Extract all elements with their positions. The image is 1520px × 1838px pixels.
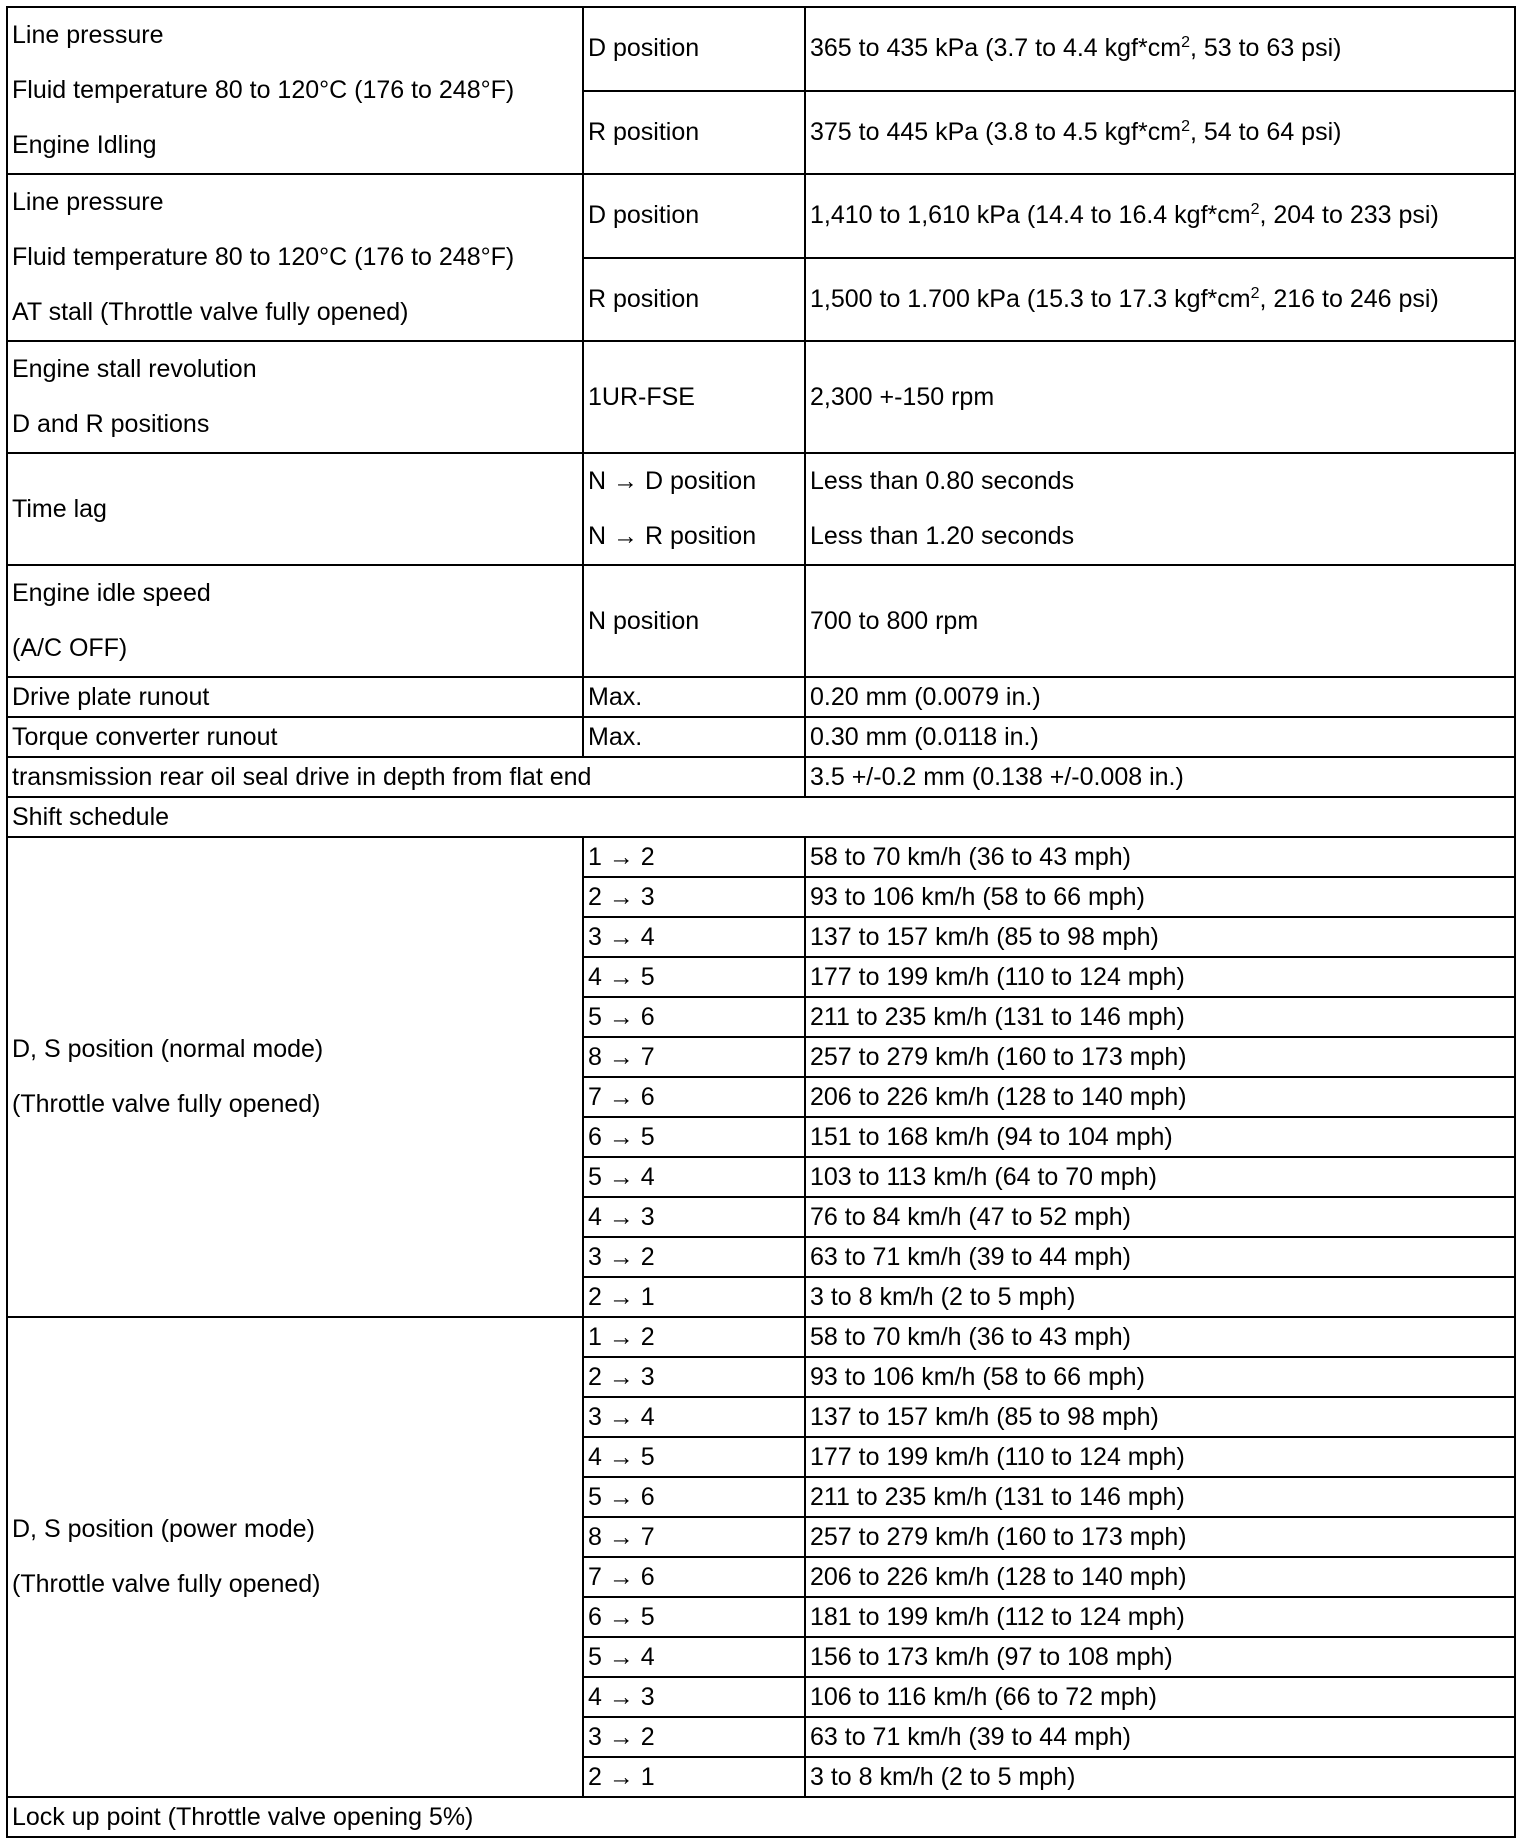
shift-cell: 3 → 4	[583, 1397, 805, 1437]
shift-cell: 8 → 7	[583, 1037, 805, 1077]
shift-schedule-heading: Shift schedule	[7, 797, 1515, 837]
position-cell: N → D position N → R position	[583, 453, 805, 565]
table-row	[7, 7, 1515, 91]
table-row	[7, 797, 1515, 837]
shift-cell: 1 → 2	[583, 1317, 805, 1357]
shift-cell: 6 → 5	[583, 1117, 805, 1157]
value-cell: 700 to 800 rpm	[805, 565, 1515, 677]
position-cell: Max.	[583, 677, 805, 717]
shift-cell: 7 → 6	[583, 1557, 805, 1597]
value-cell: 63 to 71 km/h (39 to 44 mph)	[805, 1717, 1515, 1757]
shift-cell: 3 → 2	[583, 1717, 805, 1757]
shift-cell: 2 → 3	[583, 877, 805, 917]
value-cell: 63 to 71 km/h (39 to 44 mph)	[805, 1237, 1515, 1277]
shift-cell: 2 → 1	[583, 1757, 805, 1797]
table-row	[7, 837, 1515, 877]
position-cell: R position	[583, 258, 805, 342]
lock-up-point-label: Lock up point (Throttle valve opening 5%)	[7, 1797, 1515, 1837]
normal-mode-label: D, S position (normal mode) (Throttle valve fully opened)	[7, 837, 583, 1317]
value-cell: 103 to 113 km/h (64 to 70 mph)	[805, 1157, 1515, 1197]
value-cell: 58 to 70 km/h (36 to 43 mph)	[805, 1317, 1515, 1357]
value-cell: 93 to 106 km/h (58 to 66 mph)	[805, 877, 1515, 917]
shift-cell: 5 → 4	[583, 1157, 805, 1197]
value-cell: 177 to 199 km/h (110 to 124 mph)	[805, 957, 1515, 997]
value-cell: 257 to 279 km/h (160 to 173 mph)	[805, 1517, 1515, 1557]
value-cell: Less than 0.80 seconds Less than 1.20 seconds	[805, 453, 1515, 565]
shift-cell: 6 → 5	[583, 1597, 805, 1637]
value-cell: 137 to 157 km/h (85 to 98 mph)	[805, 917, 1515, 957]
shift-cell: 5 → 6	[583, 1477, 805, 1517]
value-cell: 58 to 70 km/h (36 to 43 mph)	[805, 837, 1515, 877]
shift-cell: 5 → 6	[583, 997, 805, 1037]
value-cell: 1,500 to 1.700 kPa (15.3 to 17.3 $kgf*cm^2$, 216 to 246 psi)	[805, 258, 1515, 342]
shift-cell: 2 → 3	[583, 1357, 805, 1397]
table-row	[7, 1317, 1515, 1357]
value-cell: 0.20 mm (0.0079 in.)	[805, 677, 1515, 717]
value-cell: 206 to 226 km/h (128 to 140 mph)	[805, 1077, 1515, 1117]
value-cell: 181 to 199 km/h (112 to 124 mph)	[805, 1597, 1515, 1637]
value-cell: 3 to 8 km/h (2 to 5 mph)	[805, 1277, 1515, 1317]
power-mode-label: D, S position (power mode) (Throttle valve fully opened)	[7, 1317, 583, 1797]
position-cell: Max.	[583, 717, 805, 757]
shift-cell: 4 → 5	[583, 1437, 805, 1477]
shift-cell: 5 → 4	[583, 1637, 805, 1677]
value-cell: 206 to 226 km/h (128 to 140 mph)	[805, 1557, 1515, 1597]
position-cell: D position	[583, 7, 805, 91]
value-cell: 365 to 435 kPa (3.7 to 4.4 $kgf*cm^2$, 53 to 63 psi)	[805, 7, 1515, 91]
shift-cell: 4 → 5	[583, 957, 805, 997]
value-cell: 2,300 +-150 rpm	[805, 341, 1515, 453]
value-cell: 211 to 235 km/h (131 to 146 mph)	[805, 1477, 1515, 1517]
value-cell: 1,410 to 1,610 kPa (14.4 to 16.4 $kgf*cm^2$, 204 to 233 psi)	[805, 174, 1515, 258]
value-cell: 3.5 +/-0.2 mm (0.138 +/-0.008 in.)	[805, 757, 1515, 797]
shift-cell: 4 → 3	[583, 1197, 805, 1237]
table-row	[7, 341, 1515, 453]
idle-speed-label: Engine idle speed (A/C OFF)	[7, 565, 583, 677]
torque-converter-label: Torque converter runout	[7, 717, 583, 757]
value-cell: 0.30 mm (0.0118 in.)	[805, 717, 1515, 757]
value-cell: 137 to 157 km/h (85 to 98 mph)	[805, 1397, 1515, 1437]
engine-stall-label: Engine stall revolution D and R positions	[7, 341, 583, 453]
table-row	[7, 453, 1515, 565]
shift-cell: 1 → 2	[583, 837, 805, 877]
shift-cell: 3 → 4	[583, 917, 805, 957]
position-cell: R position	[583, 91, 805, 175]
table-row	[7, 565, 1515, 677]
line-pressure-stall-label: Line pressure Fluid temperature 80 to 120°C (176 to 248°F) AT stall (Throttle valve fully opened)	[7, 174, 583, 341]
value-cell: 375 to 445 kPa (3.8 to 4.5 $kgf*cm^2$, 54 to 64 psi)	[805, 91, 1515, 175]
shift-cell: 8 → 7	[583, 1517, 805, 1557]
value-cell: 76 to 84 km/h (47 to 52 mph)	[805, 1197, 1515, 1237]
position-cell: 1UR-FSE	[583, 341, 805, 453]
table-row	[7, 757, 1515, 797]
time-lag-label: Time lag	[7, 453, 583, 565]
shift-cell: 2 → 1	[583, 1277, 805, 1317]
value-cell: 93 to 106 km/h (58 to 66 mph)	[805, 1357, 1515, 1397]
value-cell: 211 to 235 km/h (131 to 146 mph)	[805, 997, 1515, 1037]
rear-oil-seal-label: transmission rear oil seal drive in depth from flat end	[7, 757, 805, 797]
line-pressure-idle-label: Line pressure Fluid temperature 80 to 120°C (176 to 248°F) Engine Idling	[7, 7, 583, 174]
value-cell: 257 to 279 km/h (160 to 173 mph)	[805, 1037, 1515, 1077]
spec-table	[6, 6, 1516, 1838]
shift-cell: 4 → 3	[583, 1677, 805, 1717]
table-row	[7, 174, 1515, 258]
position-cell: N position	[583, 565, 805, 677]
value-cell: 3 to 8 km/h (2 to 5 mph)	[805, 1757, 1515, 1797]
shift-cell: 7 → 6	[583, 1077, 805, 1117]
position-cell: D position	[583, 174, 805, 258]
drive-plate-label: Drive plate runout	[7, 677, 583, 717]
value-cell: 106 to 116 km/h (66 to 72 mph)	[805, 1677, 1515, 1717]
table-row	[7, 1797, 1515, 1837]
shift-cell: 3 → 2	[583, 1237, 805, 1277]
value-cell: 156 to 173 km/h (97 to 108 mph)	[805, 1637, 1515, 1677]
table-row	[7, 677, 1515, 717]
value-cell: 177 to 199 km/h (110 to 124 mph)	[805, 1437, 1515, 1477]
table-row	[7, 717, 1515, 757]
value-cell: 151 to 168 km/h (94 to 104 mph)	[805, 1117, 1515, 1157]
